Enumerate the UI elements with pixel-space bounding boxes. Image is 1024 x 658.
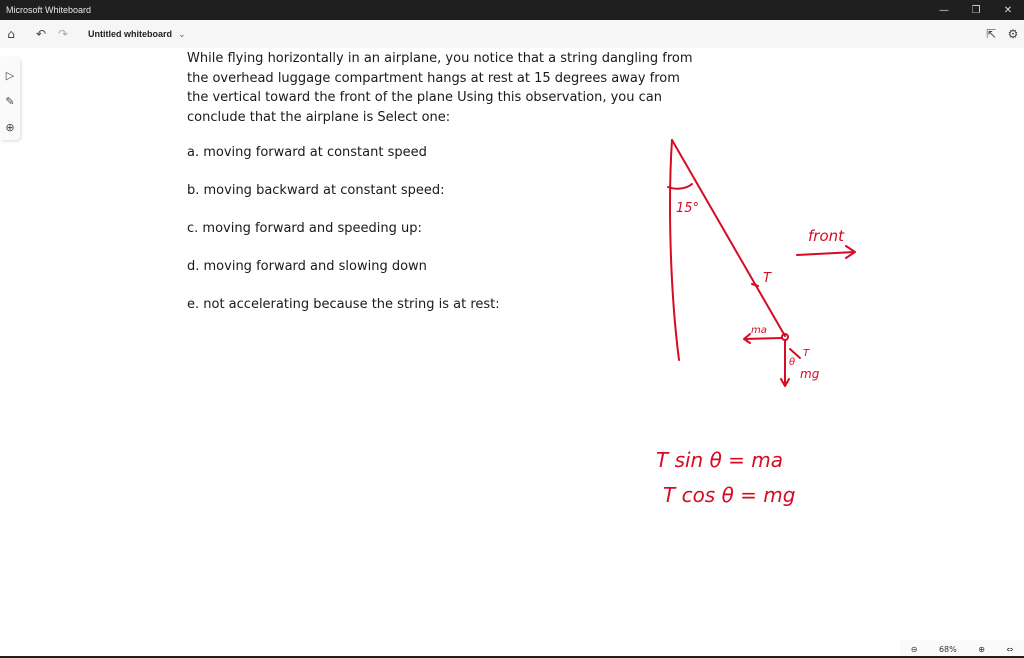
equation-2: T cos θ = mg (663, 483, 796, 507)
question-line: conclude that the airplane is Select one: (187, 109, 451, 125)
minimize-icon[interactable]: — (939, 4, 949, 16)
tool-rail (0, 58, 20, 140)
question-line: the vertical toward the front of the plane Using this observation, you can (187, 90, 662, 105)
select-icon[interactable]: ▷ (5, 68, 15, 82)
ma-arrow (744, 334, 782, 343)
redo-icon[interactable]: ↷ (57, 27, 69, 41)
option-e: e. not accelerating because the string is at rest: (187, 297, 500, 312)
theta-label-small: θ (789, 357, 796, 368)
close-icon[interactable]: ✕ (1003, 4, 1013, 16)
zoom-in-icon[interactable]: ⊕ (978, 644, 985, 654)
equation-1: T sin θ = ma (656, 448, 784, 472)
front-arrow (797, 246, 855, 258)
ma-label: ma (751, 325, 767, 336)
tension-label: T (763, 271, 771, 286)
bob (782, 334, 788, 340)
restore-icon[interactable]: ❐ (971, 4, 981, 16)
option-b: b. moving backward at constant speed: (187, 183, 445, 198)
add-icon[interactable]: ⊕ (5, 120, 15, 134)
angle-arc (668, 184, 692, 189)
fit-to-screen-icon[interactable]: ⇔ (1006, 644, 1014, 654)
tension-small-line (790, 349, 800, 358)
gear-icon[interactable]: ⚙ (1007, 27, 1019, 41)
front-label: front (808, 227, 845, 245)
board-title: Untitled whiteboard (88, 29, 172, 39)
option-c: c. moving forward and speeding up: (187, 221, 422, 236)
chevron-down-icon: ⌄ (178, 28, 186, 39)
app-title: Microsoft Whiteboard (6, 5, 92, 15)
board-title-menu[interactable] (88, 29, 186, 40)
question-line: the overhead luggage compartment hangs at rest at 15 degrees away from (187, 70, 680, 86)
home-icon[interactable]: ⌂ (7, 27, 15, 41)
zoom-out-icon[interactable]: ⊖ (910, 644, 918, 654)
option-d: d. moving forward and slowing down (187, 259, 427, 274)
option-a: a. moving forward at constant speed (187, 145, 427, 160)
tension-tick (752, 284, 758, 286)
question-text-block[interactable] (187, 49, 707, 312)
mg-arrow (781, 341, 789, 386)
title-bar (0, 0, 1024, 20)
string-line (672, 140, 785, 336)
share-icon[interactable]: ⇱ (985, 27, 997, 41)
angle-label: 15° (676, 201, 700, 216)
tension-label-2: T (803, 348, 810, 359)
mg-label: mg (800, 367, 820, 381)
question-line: While flying horizontally in an airplane, you notice that a string dangling from (187, 51, 693, 66)
top-toolbar (0, 20, 1024, 48)
zoom-level[interactable]: 68% (938, 644, 957, 654)
vertical-line (670, 140, 679, 360)
pen-icon[interactable]: ✎ (5, 94, 15, 108)
undo-icon[interactable]: ↶ (35, 27, 47, 41)
